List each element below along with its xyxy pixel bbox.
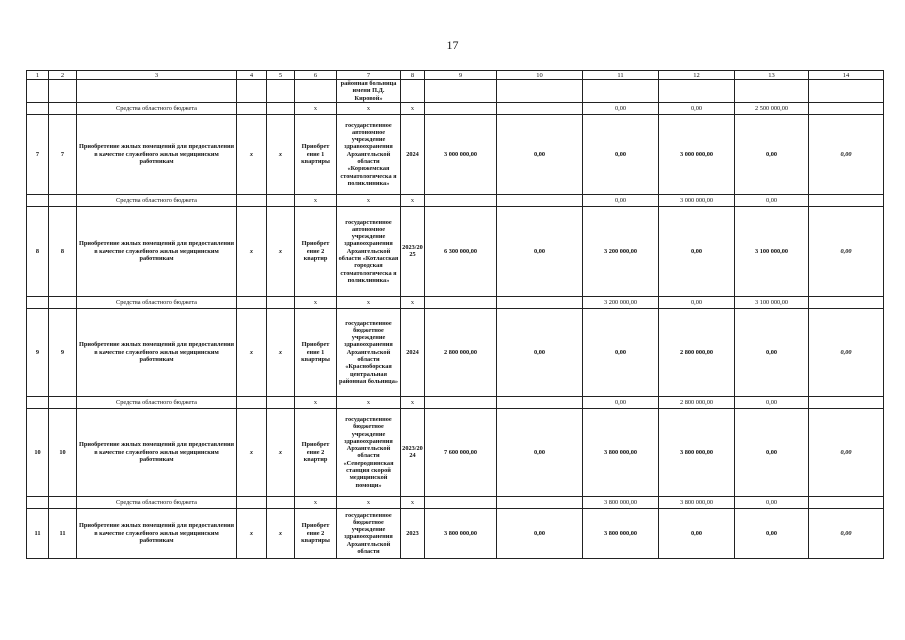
budget-source-label: Средства областного бюджета bbox=[77, 194, 237, 206]
budget-source-label: Средства областного бюджета bbox=[77, 496, 237, 508]
amount-cell: 2 800 000,00 bbox=[659, 396, 735, 408]
amount-cell: 0,00 bbox=[735, 396, 809, 408]
action-cell: Приобрет ение 1 квартиры bbox=[295, 308, 337, 396]
cell-x: x bbox=[295, 296, 337, 308]
cell-x: x bbox=[237, 308, 267, 396]
row-subnumber-cell: 10 bbox=[49, 408, 77, 496]
amount-cell: 0,00 bbox=[809, 408, 884, 496]
cell-x: x bbox=[401, 194, 425, 206]
row-number-cell: 8 bbox=[27, 206, 49, 296]
amount-cell: 0,00 bbox=[497, 308, 583, 396]
amount-cell: 0,00 bbox=[497, 408, 583, 496]
measure-title-cell: Приобретение жилых помещений для предоставления в качестве служебного жилья медицинским работникам bbox=[77, 408, 237, 496]
cell-x: x bbox=[337, 102, 401, 114]
action-cell: Приобрет ение 1 квартиры bbox=[295, 114, 337, 194]
col-number: 9 bbox=[425, 71, 497, 80]
budget-source-row bbox=[27, 396, 884, 408]
year-cell: 2023/20 24 bbox=[401, 408, 425, 496]
organization-cell: государственное автономное учреждение здравоохранения Архангельской области «Котласская городская стоматологическа я поликлиника» bbox=[337, 206, 401, 296]
budget-source-row bbox=[27, 102, 884, 114]
cell-x: x bbox=[401, 296, 425, 308]
measure-title-cell: Приобретение жилых помещений для предоставления в качестве служебного жилья медицинским работникам bbox=[77, 308, 237, 396]
organization-cell: государственное бюджетное учреждение здравоохранения Архангельской области «Северодвинская станция скорой медицинской помощи» bbox=[337, 408, 401, 496]
amount-cell: 3 200 000,00 bbox=[583, 206, 659, 296]
amount-cell: 0,00 bbox=[497, 508, 583, 558]
cell-x: x bbox=[295, 102, 337, 114]
amount-cell: 0,00 bbox=[809, 508, 884, 558]
cell-x: x bbox=[237, 408, 267, 496]
amount-cell: 0,00 bbox=[497, 206, 583, 296]
program-table bbox=[26, 70, 884, 559]
page-number: 17 bbox=[446, 38, 459, 52]
amount-cell: 0,00 bbox=[659, 206, 735, 296]
row-number-cell: 10 bbox=[27, 408, 49, 496]
year-cell: 2023/20 25 bbox=[401, 206, 425, 296]
cell-x: x bbox=[267, 206, 295, 296]
amount-cell: 3 200 000,00 bbox=[583, 296, 659, 308]
col-number: 10 bbox=[497, 71, 583, 80]
amount-cell: 0,00 bbox=[659, 508, 735, 558]
cell-x: x bbox=[267, 508, 295, 558]
organization-cell: государственное автономное учреждение здравоохранения Архангельской области «Коряжемская стоматологическа я поликлиника» bbox=[337, 114, 401, 194]
row-number-cell: 9 bbox=[27, 308, 49, 396]
col-number: 2 bbox=[49, 71, 77, 80]
total-amount-cell: 2 800 000,00 bbox=[425, 308, 497, 396]
table-row bbox=[27, 408, 884, 496]
table-row bbox=[27, 308, 884, 396]
amount-cell: 0,00 bbox=[735, 508, 809, 558]
col-number: 7 bbox=[337, 71, 401, 80]
budget-source-label: Средства областного бюджета bbox=[77, 102, 237, 114]
cell-x: x bbox=[401, 102, 425, 114]
amount-cell: 3 800 000,00 bbox=[583, 408, 659, 496]
budget-source-row bbox=[27, 194, 884, 206]
col-number: 1 bbox=[27, 71, 49, 80]
cell-x: x bbox=[337, 296, 401, 308]
col-number: 4 bbox=[237, 71, 267, 80]
row-number-cell: 11 bbox=[27, 508, 49, 558]
action-cell: Приобрет ение 2 квартир bbox=[295, 408, 337, 496]
year-cell: 2024 bbox=[401, 308, 425, 396]
row-number-cell: 7 bbox=[27, 114, 49, 194]
row-subnumber-cell: 8 bbox=[49, 206, 77, 296]
amount-cell: 0,00 bbox=[809, 206, 884, 296]
cell-x: x bbox=[267, 308, 295, 396]
amount-cell: 0,00 bbox=[583, 194, 659, 206]
cell-x: x bbox=[267, 408, 295, 496]
col-number: 6 bbox=[295, 71, 337, 80]
col-number: 14 bbox=[809, 71, 884, 80]
total-amount-cell: 6 300 000,00 bbox=[425, 206, 497, 296]
measure-title-cell: Приобретение жилых помещений для предоставления в качестве служебного жилья медицинским работникам bbox=[77, 206, 237, 296]
budget-source-label: Средства областного бюджета bbox=[77, 396, 237, 408]
amount-cell: 0,00 bbox=[497, 114, 583, 194]
table-row bbox=[27, 508, 884, 558]
table-body bbox=[27, 71, 884, 559]
year-cell: 2023 bbox=[401, 508, 425, 558]
action-cell: Приобрет ение 2 квартиры bbox=[295, 508, 337, 558]
measure-title-cell: Приобретение жилых помещений для предоставления в качестве служебного жилья медицинским работникам bbox=[77, 114, 237, 194]
amount-cell: 3 100 000,00 bbox=[735, 206, 809, 296]
budget-source-row bbox=[27, 296, 884, 308]
amount-cell: 3 000 000,00 bbox=[659, 194, 735, 206]
col-number: 5 bbox=[267, 71, 295, 80]
cell-x: x bbox=[237, 114, 267, 194]
cell-x: x bbox=[295, 194, 337, 206]
amount-cell: 0,00 bbox=[659, 296, 735, 308]
cell-x: x bbox=[237, 508, 267, 558]
amount-cell: 0,00 bbox=[583, 308, 659, 396]
cell-x: x bbox=[337, 496, 401, 508]
organization-cell: государственное бюджетное учреждение здравоохранения Архангельской области «Красноборская центральная районная больница» bbox=[337, 308, 401, 396]
col-number: 12 bbox=[659, 71, 735, 80]
amount-cell: 0,00 bbox=[735, 194, 809, 206]
measure-title-cell: Приобретение жилых помещений для предоставления в качестве служебного жилья медицинским работникам bbox=[77, 508, 237, 558]
table-row bbox=[27, 114, 884, 194]
amount-cell: 0,00 bbox=[583, 114, 659, 194]
year-cell: 2024 bbox=[401, 114, 425, 194]
amount-cell: 0,00 bbox=[735, 114, 809, 194]
cell-x: x bbox=[401, 496, 425, 508]
cell-x: x bbox=[337, 396, 401, 408]
amount-cell: 0,00 bbox=[809, 308, 884, 396]
cell-x: x bbox=[337, 194, 401, 206]
table-row bbox=[27, 206, 884, 296]
amount-cell: 3 800 000,00 bbox=[583, 508, 659, 558]
amount-cell: 2 500 000,00 bbox=[735, 102, 809, 114]
amount-cell: 0,00 bbox=[735, 408, 809, 496]
amount-cell: 0,00 bbox=[659, 102, 735, 114]
carry-row bbox=[27, 80, 884, 103]
action-cell: Приобрет ение 2 квартир bbox=[295, 206, 337, 296]
total-amount-cell: 3 800 000,00 bbox=[425, 508, 497, 558]
row-subnumber-cell: 11 bbox=[49, 508, 77, 558]
budget-source-row bbox=[27, 496, 884, 508]
organization-cell: районная больница имени П.Д. Кировой» bbox=[337, 80, 401, 103]
budget-source-label: Средства областного бюджета bbox=[77, 296, 237, 308]
cell-x: x bbox=[237, 206, 267, 296]
amount-cell: 0,00 bbox=[735, 308, 809, 396]
col-number: 11 bbox=[583, 71, 659, 80]
amount-cell: 3 800 000,00 bbox=[583, 496, 659, 508]
amount-cell: 3 800 000,00 bbox=[659, 408, 735, 496]
amount-cell: 3 100 000,00 bbox=[735, 296, 809, 308]
col-number: 3 bbox=[77, 71, 237, 80]
column-number-row bbox=[27, 71, 884, 80]
total-amount-cell: 7 600 000,00 bbox=[425, 408, 497, 496]
amount-cell: 0,00 bbox=[809, 114, 884, 194]
amount-cell: 0,00 bbox=[583, 102, 659, 114]
row-subnumber-cell: 7 bbox=[49, 114, 77, 194]
amount-cell: 3 000 000,00 bbox=[659, 114, 735, 194]
col-number: 8 bbox=[401, 71, 425, 80]
amount-cell: 0,00 bbox=[735, 496, 809, 508]
row-subnumber-cell: 9 bbox=[49, 308, 77, 396]
organization-cell: государственное бюджетное учреждение здравоохранения Архангельской области bbox=[337, 508, 401, 558]
cell-x: x bbox=[295, 396, 337, 408]
amount-cell: 0,00 bbox=[583, 396, 659, 408]
total-amount-cell: 3 000 000,00 bbox=[425, 114, 497, 194]
cell-x: x bbox=[295, 496, 337, 508]
amount-cell: 2 800 000,00 bbox=[659, 308, 735, 396]
col-number: 13 bbox=[735, 71, 809, 80]
cell-x: x bbox=[401, 396, 425, 408]
amount-cell: 3 800 000,00 bbox=[659, 496, 735, 508]
cell-x: x bbox=[267, 114, 295, 194]
